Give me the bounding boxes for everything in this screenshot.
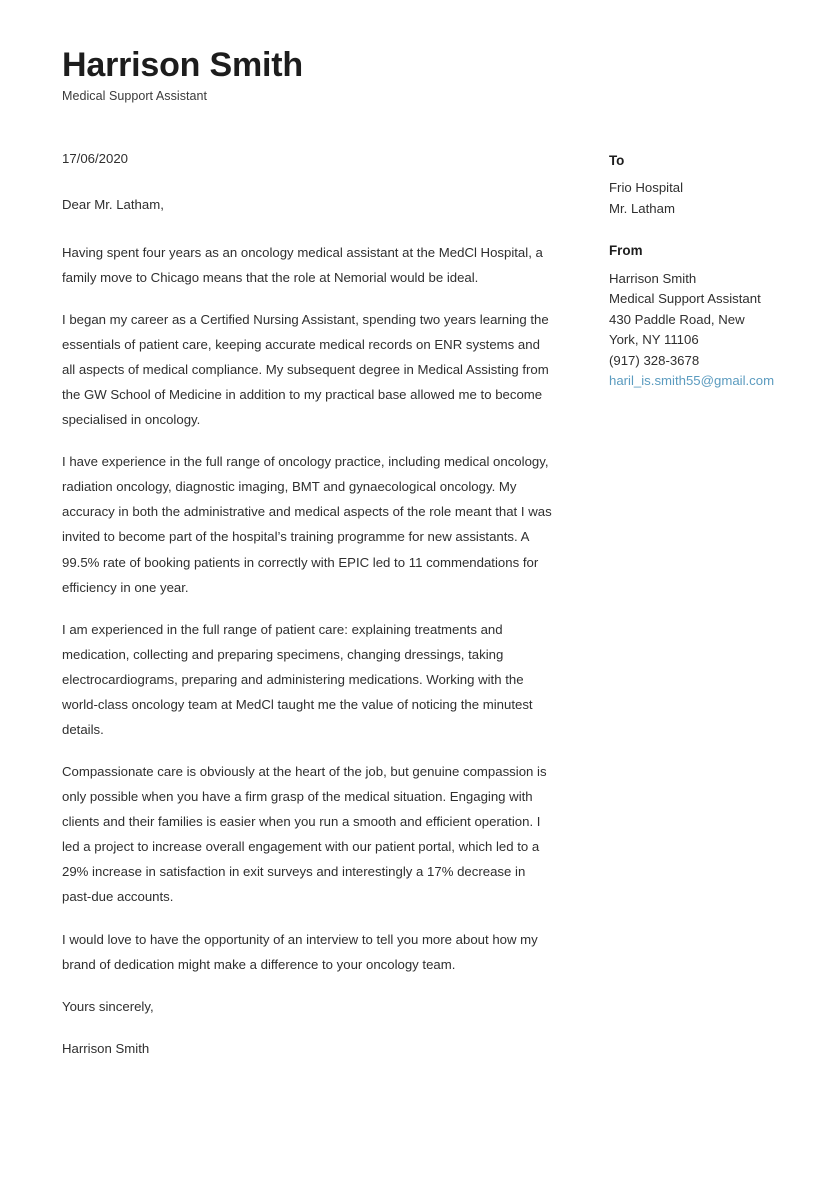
applicant-job-title: Medical Support Assistant [62,89,208,104]
letter-paragraph: I began my career as a Certified Nursing Assistant, spending two years learning the essentials of patient care, keeping accurate medical records on ENR systems and all aspects of medical compliance. My subsequent degree in Medical Assisting from the GW School of Medicine in addition to my practical base allowed me to become specialised in oncology. [62,311,549,428]
sender-address-line-2: York, NY 11106 [609,332,699,348]
applicant-name: Harrison Smith [62,46,303,84]
letter-main-column [62,149,554,1061]
letter-paragraph: I would love to have the opportunity of an interview to tell you more about how my brand of dedication might make a difference to your oncology team. [62,931,538,972]
letter-paragraph: I am experienced in the full range of patient care: explaining treatments and medication, collecting and preparing specimens, changing dressings, taking electrocardiograms, preparing and administering medications. Working with the world-class oncology team at MedCl taught me the value of noticing the minutest details. [62,621,533,738]
recipient-name: Mr. Latham [609,200,675,216]
letter-body-columns [62,149,792,1061]
letter-signature: Harrison Smith [62,1040,150,1056]
letter-paragraph: I have experience in the full range of oncology practice, including medical oncology, radiation oncology, diagnostic imaging, BMT and gynaecological oncology. My accuracy in both the administrative and medical aspects of the role meant that I was invited to become part of the hospital’s training programme for new assistants. A 99.5% rate of booking patients in correctly with EPIC led to 11 commendations for efficiency in one year. [62,454,552,595]
letter-paragraph: Having spent four years as an oncology medical assistant at the MedCl Hospital, a family move to Chicago means that the role at Nemorial would be ideal. [62,244,543,285]
recipient-block [609,151,792,219]
sender-phone: (917) 328-3678 [609,352,700,368]
letter-date: 17/06/2020 [62,151,129,167]
sender-heading: From [609,243,643,259]
recipient-organisation: Frio Hospital [609,180,684,196]
letter-paragraph: Compassionate care is obviously at the heart of the job, but genuine compassion is only possible when you have a firm grasp of the medical situation. Engaging with clients and their families is easier when you run a smooth and efficient operation. I led a project to increase overall engagement with our patient portal, which led to a 29% increase in satisfaction in exit surveys and interestingly a 17% decrease in past-due accounts. [62,764,547,905]
sender-job-title: Medical Support Assistant [609,291,761,307]
letter-sidebar [554,149,792,414]
sender-address-line-1: 430 Paddle Road, New [609,311,745,327]
sender-block [609,241,792,392]
letter-salutation: Dear Mr. Latham, [62,196,164,212]
sender-email-link[interactable]: haril_is.smith55@gmail.com [609,373,775,389]
sender-name: Harrison Smith [609,270,697,286]
recipient-heading: To [609,153,625,169]
letter-header [62,46,792,103]
letter-closing: Yours sincerely, [62,998,154,1014]
